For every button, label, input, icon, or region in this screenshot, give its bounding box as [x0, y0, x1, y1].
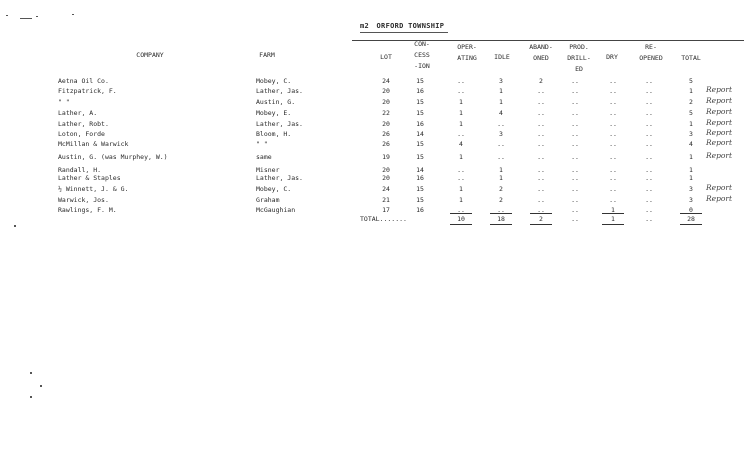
farm-cell: Mobey, C.	[256, 77, 292, 85]
total-underline	[490, 224, 512, 225]
prod-drilled-cell: ..	[571, 98, 579, 106]
operating-cell: ..	[457, 130, 465, 138]
idle-cell: 3	[499, 130, 503, 138]
abandoned-cell: ..	[537, 87, 545, 95]
handwritten-note: Report	[706, 183, 733, 192]
abandoned-cell: ..	[537, 206, 545, 214]
total-underline	[530, 224, 552, 225]
handwritten-note: Report	[706, 96, 733, 105]
totals-label: TOTAL.......	[360, 215, 407, 223]
idle-cell: ..	[497, 153, 505, 161]
idle-cell: 2	[499, 196, 503, 204]
farm-cell: Lather, Jas.	[256, 120, 303, 128]
company-cell: Fitzpatrick, F.	[58, 87, 117, 95]
dry-cell: ..	[609, 77, 617, 85]
scan-speck	[40, 385, 42, 387]
header-idle: IDLE	[494, 53, 510, 61]
reopened-cell: ..	[645, 130, 653, 138]
dry-cell: ..	[609, 109, 617, 117]
reopened-cell: ..	[645, 87, 653, 95]
total-cell: 3	[689, 196, 693, 204]
company-cell: ½ Winnett, J. & G.	[58, 185, 129, 193]
scan-speck	[6, 15, 8, 16]
operating-cell: 1	[459, 109, 463, 117]
idle-cell: ..	[497, 206, 505, 214]
total-prod-drilled: ..	[571, 215, 579, 223]
scan-speck	[72, 14, 74, 15]
operating-cell: ..	[457, 174, 465, 182]
header-reopened: RE- OPENED	[639, 43, 663, 62]
total-cell: 2	[689, 98, 693, 106]
lot-cell: 24	[382, 77, 390, 85]
total-cell: 1	[689, 153, 693, 161]
concession-cell: 15	[416, 153, 424, 161]
prod-drilled-cell: ..	[571, 140, 579, 148]
reopened-cell: ..	[645, 174, 653, 182]
abandoned-cell: ..	[537, 153, 545, 161]
concession-cell: 16	[416, 87, 424, 95]
total-dry: 1	[611, 215, 615, 223]
total-cell: 0	[689, 206, 693, 214]
farm-cell: Lather, Jas.	[256, 174, 303, 182]
prod-drilled-cell: ..	[571, 166, 579, 174]
idle-cell: 4	[499, 109, 503, 117]
total-cell: 3	[689, 130, 693, 138]
lot-cell: 17	[382, 206, 390, 214]
concession-cell: 15	[416, 98, 424, 106]
operating-cell: 1	[459, 185, 463, 193]
handwritten-note: Report	[706, 151, 733, 160]
lot-cell: 22	[382, 109, 390, 117]
prod-drilled-cell: ..	[571, 174, 579, 182]
total-underline	[450, 213, 472, 214]
header-farm: FARM	[259, 51, 275, 59]
concession-cell: 14	[416, 130, 424, 138]
header-operating: OPER- ATING	[457, 43, 477, 62]
handwritten-note: Report	[706, 138, 733, 147]
farm-cell: Lather, Jas.	[256, 87, 303, 95]
total-cell: 5	[689, 77, 693, 85]
operating-cell: 1	[459, 196, 463, 204]
scan-speck	[36, 16, 38, 17]
dry-cell: ..	[609, 98, 617, 106]
dry-cell: ..	[609, 185, 617, 193]
total-operating: 10	[457, 215, 465, 223]
reopened-cell: ..	[645, 109, 653, 117]
dry-cell: ..	[609, 153, 617, 161]
reopened-cell: ..	[645, 120, 653, 128]
header-lot: LOT	[380, 53, 392, 61]
lot-cell: 21	[382, 196, 390, 204]
abandoned-cell: ..	[537, 130, 545, 138]
reopened-cell: ..	[645, 206, 653, 214]
farm-cell: Austin, G.	[256, 98, 296, 106]
operating-cell: ..	[457, 77, 465, 85]
scan-speck	[30, 372, 32, 374]
operating-cell: 1	[459, 153, 463, 161]
lot-cell: 26	[382, 140, 390, 148]
reopened-cell: ..	[645, 185, 653, 193]
concession-cell: 16	[416, 174, 424, 182]
total-underline	[680, 213, 702, 214]
header-prod-drilled: PROD. DRILL- ED	[567, 43, 591, 73]
lot-cell: 26	[382, 130, 390, 138]
abandoned-cell: ..	[537, 120, 545, 128]
total-underline	[680, 224, 702, 225]
prod-drilled-cell: ..	[571, 196, 579, 204]
abandoned-cell: ..	[537, 196, 545, 204]
handwritten-note: Report	[706, 85, 733, 94]
dry-cell: ..	[609, 130, 617, 138]
abandoned-cell: 2	[539, 77, 543, 85]
idle-cell: 1	[499, 166, 503, 174]
lot-cell: 20	[382, 98, 390, 106]
farm-cell: Mobey, E.	[256, 109, 292, 117]
company-cell: McMillan & Warwick	[58, 140, 129, 148]
abandoned-cell: ..	[537, 166, 545, 174]
abandoned-cell: ..	[537, 109, 545, 117]
idle-cell: 3	[499, 77, 503, 85]
total-cell: 1	[689, 174, 693, 182]
title-underline	[360, 32, 448, 33]
operating-cell: ..	[457, 87, 465, 95]
prod-drilled-cell: ..	[571, 153, 579, 161]
title-prefix: m2	[360, 22, 370, 30]
dry-cell: 1	[611, 206, 615, 214]
total-cell: 3	[689, 185, 693, 193]
concession-cell: 15	[416, 185, 424, 193]
abandoned-cell: ..	[537, 140, 545, 148]
scan-speck	[20, 18, 32, 19]
company-cell: Aetna Oil Co.	[58, 77, 109, 85]
dry-cell: ..	[609, 120, 617, 128]
farm-cell: " "	[256, 140, 268, 148]
total-reopened: ..	[645, 215, 653, 223]
dry-cell: ..	[609, 166, 617, 174]
reopened-cell: ..	[645, 196, 653, 204]
idle-cell: ..	[497, 120, 505, 128]
farm-cell: Mobey, C.	[256, 185, 292, 193]
dry-cell: ..	[609, 87, 617, 95]
total-cell: 5	[689, 109, 693, 117]
concession-cell: 16	[416, 120, 424, 128]
company-cell: Rawlings, F. M.	[58, 206, 117, 214]
lot-cell: 24	[382, 185, 390, 193]
prod-drilled-cell: ..	[571, 109, 579, 117]
company-cell: Lather & Staples	[58, 174, 121, 182]
abandoned-cell: ..	[537, 174, 545, 182]
scan-speck	[14, 225, 16, 227]
abandoned-cell: ..	[537, 185, 545, 193]
idle-cell: 1	[499, 174, 503, 182]
dry-cell: ..	[609, 196, 617, 204]
handwritten-note: Report	[706, 194, 733, 203]
idle-cell: ..	[497, 140, 505, 148]
header-company: COMPANY	[136, 51, 164, 59]
farm-cell: Misner	[256, 166, 280, 174]
company-cell: " "	[58, 98, 70, 106]
operating-cell: 1	[459, 120, 463, 128]
total-underline	[490, 213, 512, 214]
header-abandoned: ABAND- ONED	[529, 43, 553, 62]
concession-cell: 15	[416, 140, 424, 148]
prod-drilled-cell: ..	[571, 77, 579, 85]
farm-cell: Bloom, H.	[256, 130, 292, 138]
reopened-cell: ..	[645, 166, 653, 174]
idle-cell: 1	[499, 98, 503, 106]
idle-cell: 2	[499, 185, 503, 193]
concession-cell: 16	[416, 206, 424, 214]
reopened-cell: ..	[645, 140, 653, 148]
company-cell: Warwick, Jos.	[58, 196, 109, 204]
company-cell: Austin, G. (was Murphey, W.)	[58, 153, 168, 161]
farm-cell: McGaughian	[256, 206, 296, 214]
concession-cell: 15	[416, 109, 424, 117]
reopened-cell: ..	[645, 153, 653, 161]
prod-drilled-cell: ..	[571, 206, 579, 214]
dry-cell: ..	[609, 174, 617, 182]
reopened-cell: ..	[645, 98, 653, 106]
total-abandoned: 2	[539, 215, 543, 223]
concession-cell: 15	[416, 77, 424, 85]
handwritten-note: Report	[706, 107, 733, 116]
total-underline	[602, 224, 624, 225]
farm-cell: Graham	[256, 196, 280, 204]
header-total: TOTAL	[681, 54, 701, 62]
operating-cell: 1	[459, 98, 463, 106]
lot-cell: 20	[382, 120, 390, 128]
total-cell: 1	[689, 87, 693, 95]
operating-cell: ..	[457, 166, 465, 174]
handwritten-note: Report	[706, 118, 733, 127]
prod-drilled-cell: ..	[571, 130, 579, 138]
lot-cell: 20	[382, 166, 390, 174]
scan-speck	[30, 396, 32, 398]
dry-cell: ..	[609, 140, 617, 148]
header-concession: CON- CESS -ION	[414, 40, 430, 70]
total-underline	[450, 224, 472, 225]
company-cell: Lather, A.	[58, 109, 98, 117]
concession-cell: 15	[416, 196, 424, 204]
handwritten-note: Report	[706, 128, 733, 137]
total-underline	[530, 213, 552, 214]
prod-drilled-cell: ..	[571, 87, 579, 95]
idle-cell: 1	[499, 87, 503, 95]
company-cell: Lather, Robt.	[58, 120, 109, 128]
prod-drilled-cell: ..	[571, 185, 579, 193]
total-cell: 4	[689, 140, 693, 148]
reopened-cell: ..	[645, 77, 653, 85]
abandoned-cell: ..	[537, 98, 545, 106]
title-text: ORFORD TOWNSHIP	[376, 22, 445, 30]
operating-cell: 4	[459, 140, 463, 148]
concession-cell: 14	[416, 166, 424, 174]
total-cell: 1	[689, 120, 693, 128]
total-idle: 18	[497, 215, 505, 223]
document-title	[360, 22, 444, 30]
total-underline	[602, 213, 624, 214]
prod-drilled-cell: ..	[571, 120, 579, 128]
company-cell: Loton, Forde	[58, 130, 105, 138]
total-cell: 1	[689, 166, 693, 174]
company-cell: Randall, H.	[58, 166, 102, 174]
lot-cell: 19	[382, 153, 390, 161]
operating-cell: ..	[457, 206, 465, 214]
total-total: 28	[687, 215, 695, 223]
lot-cell: 20	[382, 174, 390, 182]
header-dry: DRY	[606, 53, 618, 61]
farm-cell: same	[256, 153, 272, 161]
lot-cell: 20	[382, 87, 390, 95]
